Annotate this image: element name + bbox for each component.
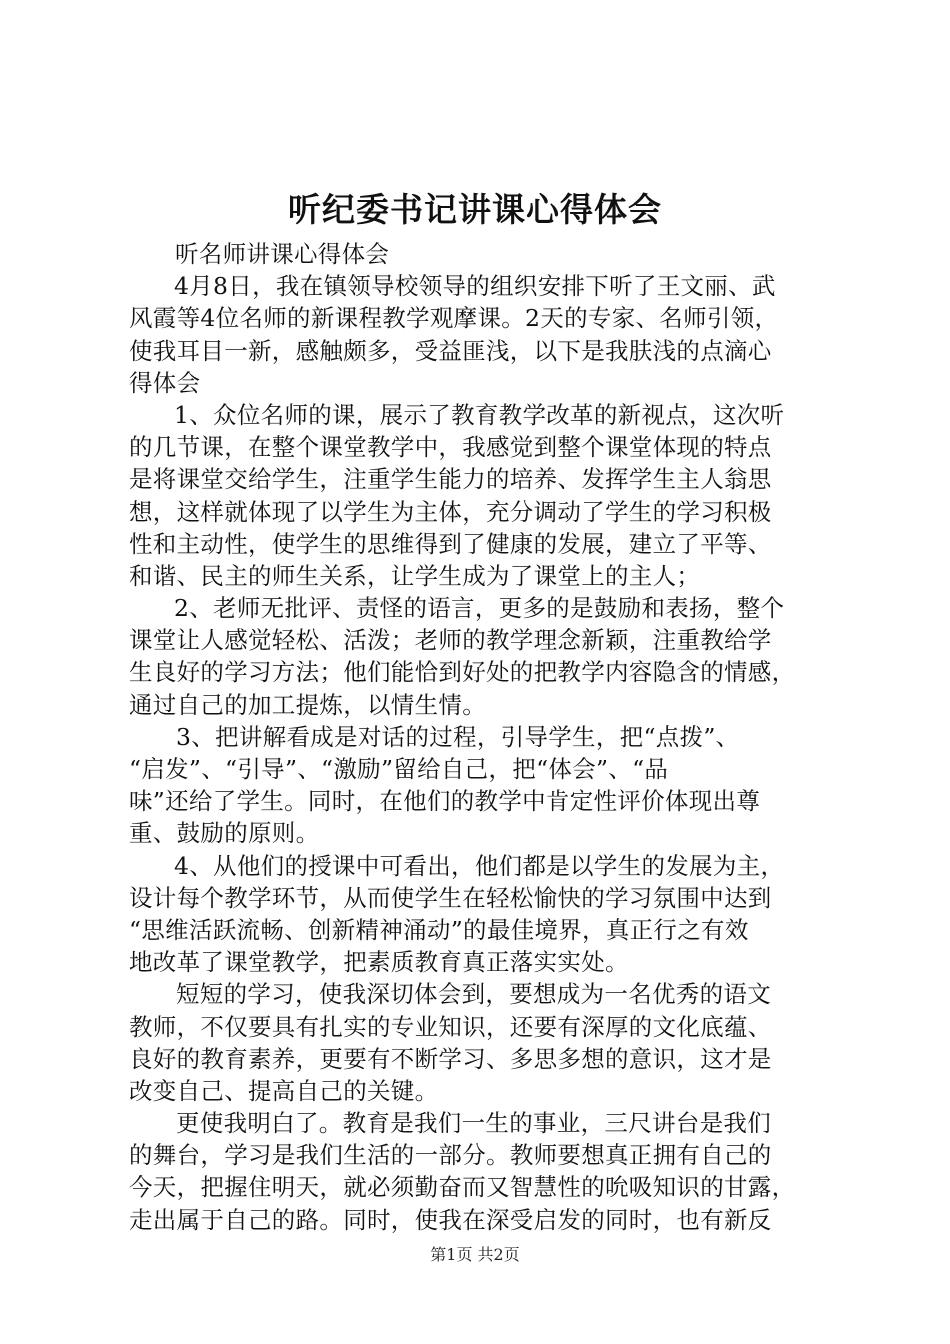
paragraph-line: 风霞等4位名师的新课程教学观摩课。2天的专家、名师引领， <box>129 304 779 333</box>
paragraph-line: 4月8日，我在镇领导校领导的组织安排下听了王文丽、武 <box>174 272 776 301</box>
document-subtitle: 听名师讲课心得体会 <box>175 240 390 268</box>
paragraph-line: 4、从他们的授课中可看出，他们都是以学生的发展为主， <box>174 851 785 880</box>
paragraph-line: 和谐、民主的师生关系，让学生成为了课堂上的主人； <box>129 561 701 590</box>
paragraph-line: 的舞台，学习是我们生活的一部分。教师要想真正拥有自己的 <box>129 1141 772 1170</box>
paragraph-line: 的几节课，在整个课堂教学中，我感觉到整个课堂体现的特点 <box>129 433 772 462</box>
paragraph-line: 设计每个教学环节，从而使学生在轻松愉快的学习氛围中达到 <box>129 883 772 912</box>
paragraph-line: 更使我明白了。教育是我们一生的事业，三尺讲台是我们 <box>176 1109 771 1138</box>
paragraph-line: 味”还给了学生。同时，在他们的教学中肯定性评价体现出尊 <box>129 787 761 816</box>
paragraph-line: 课堂让人感觉轻松、活泼；老师的教学理念新颖，注重教给学 <box>129 626 772 655</box>
paragraph-line: “启发”、“引导”、“激励”留给自己，把“体会”、“品 <box>129 755 669 783</box>
paragraph-line: 通过自己的加工提炼，以情生情。 <box>129 690 486 719</box>
document-title: 听纪委书记讲课心得体会 <box>288 190 662 229</box>
paragraph-line: 生良好的学习方法；他们能恰到好处的把教学内容隐含的情感， <box>129 658 796 687</box>
paragraph-line: 改变自己、提高自己的关键。 <box>129 1076 439 1105</box>
paragraph-line: 使我耳目一新，感触颇多，受益匪浅，以下是我肤浅的点滴心 <box>129 336 772 365</box>
paragraph-line: 得体会 <box>129 368 201 397</box>
paragraph-line: 地改革了课堂教学，把素质教育真正落实实处。 <box>129 948 629 977</box>
paragraph-line: 2、老师无批评、责怪的语言，更多的是鼓励和表扬，整个 <box>174 594 785 623</box>
paragraph-line: 性和主动性，使学生的思维得到了健康的发展，建立了平等、 <box>129 529 772 558</box>
document-body <box>129 238 829 1236</box>
paragraph-line: 今天，把握住明天，就必须勤奋而又智慧性的吮吸知识的甘露， <box>129 1173 796 1202</box>
page-number-footer: 第1页 共2页 <box>430 1245 520 1264</box>
paragraph-line: 走出属于自己的路。同时，使我在深受启发的同时，也有新反 <box>129 1205 772 1234</box>
paragraph-line: 重、鼓励的原则。 <box>129 819 320 848</box>
paragraph-line: 良好的教育素养，更要有不断学习、多思多想的意识，这才是 <box>129 1044 772 1073</box>
paragraph-line: 教师，不仅要具有扎实的专业知识，还要有深厚的文化底蕴、 <box>129 1012 772 1041</box>
paragraph-line: 3、把讲解看成是对话的过程，引导学生，把“点拨”、 <box>176 722 740 751</box>
paragraph-line: 是将课堂交给学生，注重学生能力的培养、发挥学生主人翁思 <box>129 465 772 494</box>
paragraph-line: 短短的学习，使我深切体会到，要想成为一名优秀的语文 <box>176 980 771 1009</box>
paragraph-line: 1、众位名师的课，展示了教育教学改革的新视点，这次听 <box>174 400 785 429</box>
paragraph-line: “思维活跃流畅、创新精神涌动”的最佳境界，真正行之有效 <box>129 915 749 944</box>
paragraph-line: 想，这样就体现了以学生为主体，充分调动了学生的学习积极 <box>129 497 772 526</box>
